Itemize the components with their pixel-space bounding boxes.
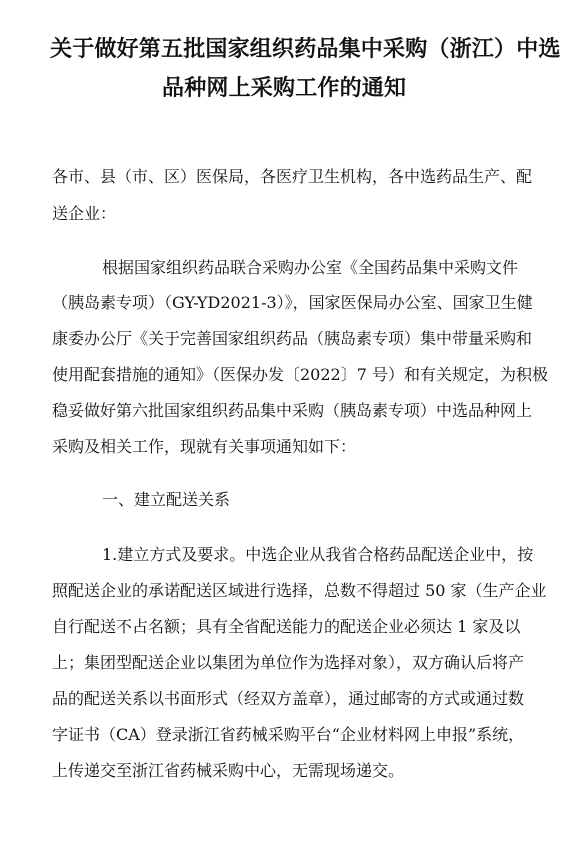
paragraph1-line-5: 稳妥做好第六批国家组织药品集中采购（胰岛素专项）中选品种网上 <box>52 401 533 420</box>
paragraph1-line-4: 使用配套措施的通知》（医保办发〔2022〕7 号）和有关规定，为积极 <box>52 365 548 384</box>
paragraph2-line-1: 1.建立方式及要求。中选企业从我省合格药品配送企业中，按 <box>102 545 534 564</box>
document-title-line-1: 关于做好第五批国家组织药品集中采购（浙江）中选 <box>50 37 561 62</box>
paragraph1-line-2: （胰岛素专项）（GY-YD2021-3）》，国家医保局办公室、国家卫生健 <box>52 293 533 312</box>
salutation-line-1: 各市、县（市、区）医保局，各医疗卫生机构，各中选药品生产、配 <box>52 167 533 186</box>
paragraph2-line-4: 上；集团型配送企业以集团为单位作为选择对象），双方确认后将产 <box>52 653 525 672</box>
paragraph2-line-3: 自行配送不占名额；具有全省配送能力的配送企业必须达 1 家及以 <box>52 617 521 636</box>
paragraph1-line-1: 根据国家组织药品联合采购办公室《全国药品集中采购文件 <box>102 258 519 277</box>
paragraph2-line-7: 上传递交至浙江省药械采购中心，无需现场递交。 <box>52 761 405 780</box>
paragraph2-line-2: 照配送企业的承诺配送区域进行选择，总数不得超过 50 家（生产企业 <box>52 581 547 600</box>
section-heading: 一、建立配送关系 <box>102 490 231 509</box>
paragraph1-line-3: 康委办公厅《关于完善国家组织药品（胰岛素专项）集中带量采购和 <box>52 329 533 348</box>
paragraph1-line-6: 采购及相关工作，现就有关事项通知如下： <box>52 437 357 456</box>
document-title-line-2: 品种网上采购工作的通知 <box>162 76 407 101</box>
salutation-line-2: 送企业： <box>52 204 117 223</box>
paragraph2-line-5: 品的配送关系以书面形式（经双方盖章），通过邮寄的方式或通过数 <box>52 689 525 708</box>
paragraph2-line-6: 字证书（CA）登录浙江省药械采购平台“企业材料网上申报”系统， <box>52 725 525 744</box>
